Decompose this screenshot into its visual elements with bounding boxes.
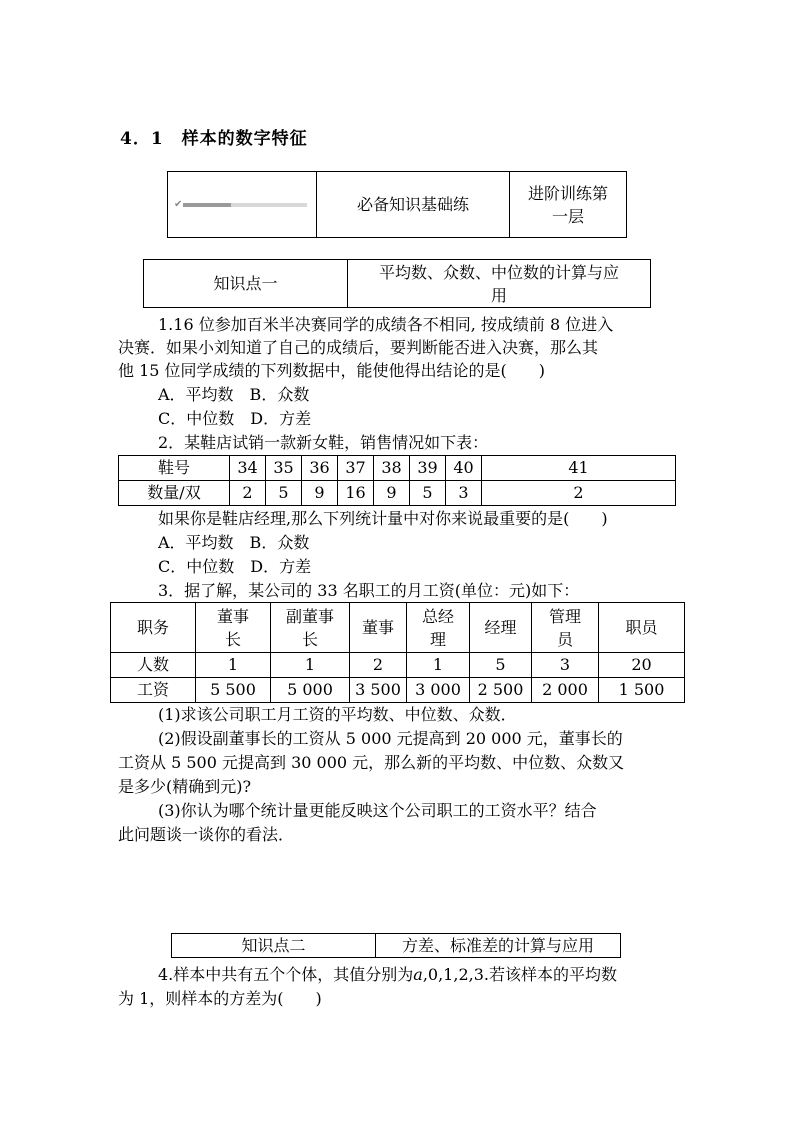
- q4-variable: a: [413, 965, 423, 984]
- table-cell: 1: [271, 653, 350, 678]
- table-cell: 16: [338, 481, 374, 506]
- progress-bar: [183, 203, 307, 207]
- table-cell: 1 500: [599, 678, 685, 703]
- table-cell: 5: [470, 653, 532, 678]
- cell-text: 长: [301, 629, 318, 649]
- table-cell: [470, 603, 532, 653]
- cell-text: 经理: [484, 617, 517, 637]
- cell-text: 理: [429, 629, 446, 649]
- table-cell: 3 000: [407, 678, 470, 703]
- q4-line1: [158, 963, 794, 987]
- table-cell: [407, 603, 470, 653]
- basic-practice-label: 必备知识基础练: [317, 172, 510, 238]
- table-row: [111, 653, 685, 678]
- table-cell: 2 500: [470, 678, 532, 703]
- table-cell: 2: [230, 481, 266, 506]
- table-cell: 2: [350, 653, 407, 678]
- table-cell: [196, 603, 271, 653]
- q4-line1-text-b: ,0,1,2,3.若该样本的平均数: [422, 965, 617, 984]
- table-cell: 工资: [111, 678, 196, 703]
- q1-options-ab: A．平均数 B．众数: [158, 385, 310, 404]
- table-cell: 9: [374, 481, 410, 506]
- cell-text: 职务: [136, 617, 169, 637]
- kp1-topic-line2: 用: [490, 285, 507, 305]
- table-cell: 鞋号: [119, 456, 230, 481]
- shoe-sales-table: [118, 455, 676, 506]
- table-cell: 39: [410, 456, 446, 481]
- table-row: [119, 481, 676, 506]
- q2-intro: 2．某鞋店试销一款新女鞋，销售情况如下表：: [158, 433, 489, 452]
- q1-line2: 决赛．如果小刘知道了自己的成绩后，要判断能否进入决赛，那么其: [118, 338, 599, 357]
- q2-options-ab: A．平均数 B．众数: [158, 533, 310, 552]
- table-cell: 3: [446, 481, 482, 506]
- table-cell: 34: [230, 456, 266, 481]
- table-row: [119, 456, 676, 481]
- table-cell: [350, 603, 407, 653]
- cell-text: 副董事: [285, 606, 334, 626]
- q3-intro: 3．据了解，某公司的 33 名职工的月工资(单位：元)如下：: [158, 581, 580, 600]
- q4-line1-text-a: 4.样本中共有五个个体，其值分别为: [158, 965, 414, 984]
- q3-part2-line2: 工资从 5 500 元提高到 30 000 元，那么新的平均数、中位数、众数又: [118, 753, 625, 772]
- table-cell: 9: [302, 481, 338, 506]
- cell-text: 员: [556, 629, 573, 649]
- cell-text: 董事: [216, 606, 249, 626]
- table-row: [111, 603, 685, 653]
- checkmark-icon: ✔: [174, 198, 183, 210]
- table-cell: [599, 603, 685, 653]
- table-cell: 1: [196, 653, 271, 678]
- q2-options-cd: C．中位数 D．方差: [158, 557, 312, 576]
- table-cell: 3: [532, 653, 599, 678]
- table-cell: 5: [266, 481, 302, 506]
- table-cell: 5 000: [271, 678, 350, 703]
- q3-part2-line3: 是多少(精确到元)?: [118, 777, 252, 796]
- q3-part3-line1: (3)你认为哪个统计量更能反映这个公司职工的工资水平？结合: [158, 801, 597, 820]
- table-cell: [532, 603, 599, 653]
- q2-question: 如果你是鞋店经理,那么下列统计量中对你来说最重要的是( ): [158, 509, 608, 528]
- kp2-name: 知识点二: [172, 934, 376, 958]
- table-cell: 5: [410, 481, 446, 506]
- table-cell: 36: [302, 456, 338, 481]
- table-row: [111, 678, 685, 703]
- table-cell: 2: [482, 481, 676, 506]
- q1-line1: 1.16 位参加百米半决赛同学的成绩各不相同, 按成绩前 8 位进入: [158, 315, 614, 334]
- cell-text: 长: [224, 629, 241, 649]
- q1-options-cd: C．中位数 D．方差: [158, 409, 312, 428]
- table-cell: 人数: [111, 653, 196, 678]
- q3-part2-line1: (2)假设副董事长的工资从 5 000 元提高到 20 000 元，董事长的: [158, 729, 623, 748]
- kp1-topic-line1: 平均数、众数、中位数的计算与应: [378, 262, 619, 282]
- table-cell: 41: [482, 456, 676, 481]
- progress-cell: [168, 172, 317, 238]
- knowledge-point-1: [143, 259, 651, 308]
- cell-text: 董事: [361, 617, 394, 637]
- table-cell: 38: [374, 456, 410, 481]
- table-cell: 37: [338, 456, 374, 481]
- section-title: 4．1 样本的数字特征: [120, 129, 308, 149]
- kp1-topic: [348, 260, 651, 308]
- salary-table: [110, 602, 685, 703]
- progress-fill: [183, 203, 230, 207]
- table-cell: 35: [266, 456, 302, 481]
- advanced-label-line2: 一层: [551, 206, 584, 226]
- q1-line3: 他 15 位同学成绩的下列数据中，能使他得出结论的是( ): [118, 361, 546, 380]
- table-cell: 2 000: [532, 678, 599, 703]
- table-cell: 5 500: [196, 678, 271, 703]
- knowledge-point-2: [171, 933, 621, 958]
- table-cell: [271, 603, 350, 653]
- kp2-topic: 方差、标准差的计算与应用: [376, 934, 621, 958]
- kp1-name: 知识点一: [144, 260, 348, 308]
- q3-part3-line2: 此问题谈一谈你的看法．: [118, 825, 295, 844]
- table-cell: [111, 603, 196, 653]
- advanced-label-line1: 进阶训练第: [527, 183, 608, 203]
- table-cell: 1: [407, 653, 470, 678]
- cell-text: 管理: [548, 606, 581, 626]
- table-cell: 数量/双: [119, 481, 230, 506]
- q3-part1: (1)求该公司职工月工资的平均数、中位数、众数．: [158, 705, 517, 724]
- cell-text: 职员: [625, 617, 658, 637]
- table-cell: 20: [599, 653, 685, 678]
- q4-line2: 为 1，则样本的方差为( ): [118, 989, 322, 1008]
- practice-header: [167, 171, 627, 238]
- advanced-practice-label: [510, 172, 627, 238]
- table-cell: 40: [446, 456, 482, 481]
- table-cell: 3 500: [350, 678, 407, 703]
- cell-text: 总经: [421, 606, 454, 626]
